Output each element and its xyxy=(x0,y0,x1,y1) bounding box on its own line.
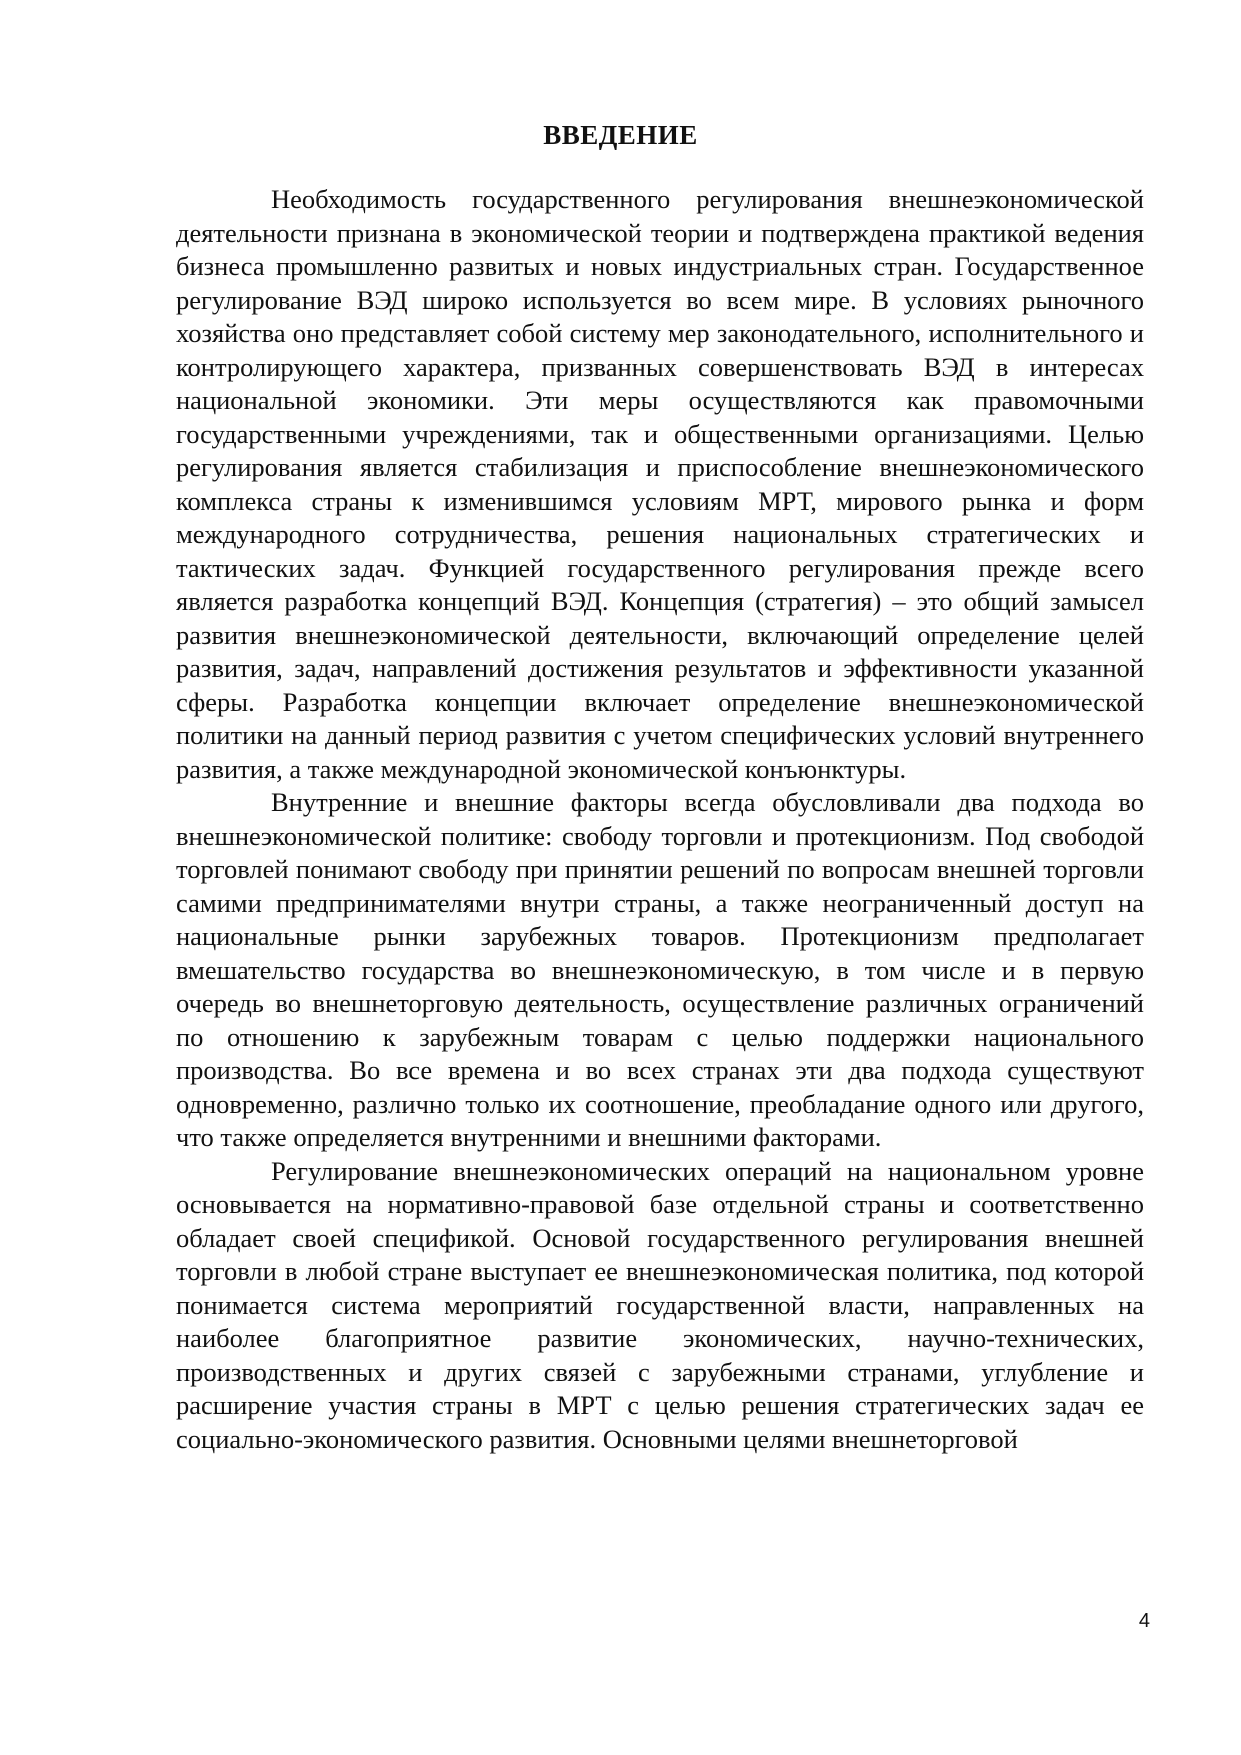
paragraph-3: Регулирование внешнеэкономических операций на национальном уровне основывается на нормативно-правовой базе отдельной страны и соответственно обладает своей спецификой. Основой государственного регулирования внешней торговли в любой стране выступает ее внешнеэкономическая политика, под которой понимается система мероприятий государственной власти, направленных на наиболее благоприятное развитие экономических, научно-технических, производственных и других связей с зарубежными странами, углубление и расширение участия страны в МРТ с целью решения стратегических задач ее социально-экономического развития. Основными целями внешнеторговой xyxy=(176,1155,1144,1454)
paragraph-2: Внутренние и внешние факторы всегда обусловливали два подхода во внешнеэкономической политике: свободу торговли и протекционизм. Под свободой торговлей понимают свободу при принятии решений по вопросам внешней торговли самими предпринимателями внутри страны, а также неограниченный доступ на национальные рынки зарубежных товаров. Протекционизм предполагает вмешательство государства во внешнеэкономическую, в том числе и в первую очередь во внешнеторговую деятельность, осуществление различных ограничений по отношению к зарубежным товарам с целью поддержки национального производства. Во все времена и во всех странах эти два подхода существуют одновременно, различно только их соотношение, преобладание одного или другого, что также определяется внутренними и внешними факторами. xyxy=(176,787,1144,1152)
page-title: ВВЕДЕНИЕ xyxy=(543,120,698,150)
page-number: 4 xyxy=(1138,1610,1150,1632)
paragraph-1: Необходимость государственного регулирования внешнеэкономической деятельности признана в экономической теории и подтверждена практикой ведения бизнеса промышленно развитых и новых индустриальных стран. Государственное регулирование ВЭД широко используется во всем мире. В условиях рыночного хозяйства оно представляет собой систему мер законодательного, исполнительного и контролирующего характера, призванных совершенствовать ВЭД в интересах национальной экономики. Эти меры осуществляются как правомочными государственными учреждениями, так и общественными организациями. Целью регулирования является стабилизация и приспособление внешнеэкономического комплекса страны к изменившимся условиям МРТ, мирового рынка и форм международного сотрудничества, решения национальных стратегических и тактических задач. Функцией государственного регулирования прежде всего является разработка концепций ВЭД. Концепция (стратегия) – это общий замысел развития внешнеэкономической деятельности, включающий определение целей развития, задач, направлений достижения результатов и эффективности указанной сферы. Разработка концепции включает определение внешнеэкономической политики на данный период развития с учетом специфических условий внутреннего развития, а также международной экономической конъюнктуры. xyxy=(176,184,1144,784)
body-text xyxy=(176,183,1144,1456)
